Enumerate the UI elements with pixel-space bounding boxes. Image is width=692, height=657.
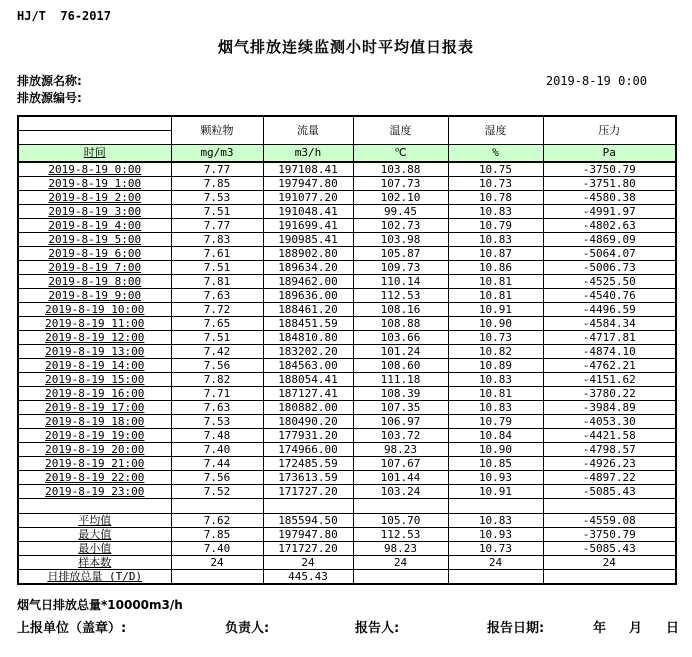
value-cell: -5085.43	[543, 542, 676, 556]
col-header-flow: 流量	[263, 116, 353, 145]
value-cell: 108.88	[353, 317, 448, 331]
summary-label: 平均值	[18, 514, 171, 528]
value-cell: 10.79	[448, 219, 543, 233]
summary-label: 最小值	[18, 542, 171, 556]
value-cell: 10.85	[448, 457, 543, 471]
value-cell: 7.48	[171, 429, 263, 443]
value-cell: 7.56	[171, 471, 263, 485]
value-cell: 10.83	[448, 373, 543, 387]
value-cell	[543, 570, 676, 585]
value-cell: 7.62	[171, 514, 263, 528]
value-cell: 107.67	[353, 457, 448, 471]
value-cell: 10.87	[448, 247, 543, 261]
reporting-unit-label: 上报单位（盖章）:	[17, 621, 127, 636]
time-cell: 2019-8-19 19:00	[18, 429, 171, 443]
value-cell: 7.65	[171, 317, 263, 331]
source-name-label: 排放源名称:	[17, 74, 82, 88]
time-cell: 2019-8-19 6:00	[18, 247, 171, 261]
value-cell: 102.73	[353, 219, 448, 233]
value-cell: -4053.30	[543, 415, 676, 429]
report-datetime: 2019-8-19 0:00	[545, 74, 647, 88]
value-cell: 98.23	[353, 443, 448, 457]
value-cell: 183202.20	[263, 345, 353, 359]
separator-section	[18, 499, 676, 514]
value-cell: 107.73	[353, 177, 448, 191]
value-cell: -4540.76	[543, 289, 676, 303]
value-cell: 7.52	[171, 485, 263, 499]
summary-rows	[18, 514, 676, 585]
value-cell: 7.44	[171, 457, 263, 471]
value-cell: 7.51	[171, 261, 263, 275]
value-cell: 10.84	[448, 429, 543, 443]
table-row	[18, 261, 676, 275]
summary-label: 日排放总量 (T/D)	[18, 570, 171, 585]
col-header-temperature: 温度	[353, 116, 448, 145]
value-cell: 10.89	[448, 359, 543, 373]
responsible-person-label: 负责人:	[225, 621, 270, 636]
value-cell: 99.45	[353, 205, 448, 219]
value-cell: 7.51	[171, 331, 263, 345]
value-cell: 190985.41	[263, 233, 353, 247]
time-cell: 2019-8-19 21:00	[18, 457, 171, 471]
value-cell: 7.61	[171, 247, 263, 261]
unit-pressure: Pa	[543, 145, 676, 163]
value-cell: 10.90	[448, 443, 543, 457]
value-cell: 7.56	[171, 359, 263, 373]
report-date-label: 报告日期:	[487, 621, 545, 636]
value-cell: 10.91	[448, 303, 543, 317]
value-cell: 110.14	[353, 275, 448, 289]
value-cell: 102.10	[353, 191, 448, 205]
separator-row	[18, 499, 676, 514]
table-row	[18, 415, 676, 429]
value-cell: 7.53	[171, 191, 263, 205]
value-cell: 108.60	[353, 359, 448, 373]
value-cell: 171727.20	[263, 485, 353, 499]
value-cell: 189634.20	[263, 261, 353, 275]
meta-section	[17, 73, 675, 107]
summary-row	[18, 542, 676, 556]
value-cell: 197947.80	[263, 177, 353, 191]
day-label: 日	[666, 621, 680, 636]
value-cell: 10.81	[448, 275, 543, 289]
value-cell: 191077.20	[263, 191, 353, 205]
time-cell: 2019-8-19 20:00	[18, 443, 171, 457]
value-cell: -4897.22	[543, 471, 676, 485]
table-row	[18, 317, 676, 331]
value-cell: 445.43	[263, 570, 353, 585]
value-cell: 188054.41	[263, 373, 353, 387]
total-emission-note: 烟气日排放总量*10000m3/h	[17, 598, 183, 612]
value-cell: 7.40	[171, 542, 263, 556]
value-cell: 24	[263, 556, 353, 570]
table-row	[18, 345, 676, 359]
value-cell: 7.72	[171, 303, 263, 317]
value-cell: 111.18	[353, 373, 448, 387]
table-row	[18, 429, 676, 443]
time-cell: 2019-8-19 22:00	[18, 471, 171, 485]
value-cell: 108.16	[353, 303, 448, 317]
summary-row	[18, 556, 676, 570]
table-row	[18, 331, 676, 345]
table-row	[18, 303, 676, 317]
value-cell: -4421.58	[543, 429, 676, 443]
table-row	[18, 485, 676, 499]
time-cell: 2019-8-19 10:00	[18, 303, 171, 317]
value-cell: -3751.80	[543, 177, 676, 191]
value-cell: 112.53	[353, 289, 448, 303]
value-cell: -4151.62	[543, 373, 676, 387]
value-cell: 10.79	[448, 415, 543, 429]
value-cell: 24	[171, 556, 263, 570]
table-row	[18, 359, 676, 373]
value-cell: 185594.50	[263, 514, 353, 528]
table-row	[18, 289, 676, 303]
table-row	[18, 387, 676, 401]
time-cell: 2019-8-19 17:00	[18, 401, 171, 415]
value-cell	[171, 570, 263, 585]
value-cell: -3780.22	[543, 387, 676, 401]
value-cell: 184810.80	[263, 331, 353, 345]
value-cell: 108.39	[353, 387, 448, 401]
value-cell: 10.83	[448, 233, 543, 247]
value-cell: 7.51	[171, 205, 263, 219]
value-cell: 174966.00	[263, 443, 353, 457]
value-cell: -4559.08	[543, 514, 676, 528]
time-cell: 2019-8-19 8:00	[18, 275, 171, 289]
value-cell: 7.77	[171, 219, 263, 233]
value-cell: 197108.41	[263, 162, 353, 177]
value-cell: 7.42	[171, 345, 263, 359]
value-cell: -5006.73	[543, 261, 676, 275]
standard-number: HJ/T 76-2017	[17, 9, 111, 23]
month-label: 月	[629, 621, 643, 636]
value-cell: 103.88	[353, 162, 448, 177]
value-cell: 197947.80	[263, 528, 353, 542]
value-cell: 10.91	[448, 485, 543, 499]
time-cell: 2019-8-19 4:00	[18, 219, 171, 233]
value-cell	[448, 570, 543, 585]
value-cell: 101.24	[353, 345, 448, 359]
value-cell: -3750.79	[543, 162, 676, 177]
value-cell: -4717.81	[543, 331, 676, 345]
unit-flow: m3/h	[263, 145, 353, 163]
source-code-label: 排放源编号:	[17, 91, 82, 105]
table-row	[18, 219, 676, 233]
value-cell: 10.86	[448, 261, 543, 275]
value-cell: -3984.89	[543, 401, 676, 415]
table-row	[18, 457, 676, 471]
value-cell: 188902.80	[263, 247, 353, 261]
value-cell: -4802.63	[543, 219, 676, 233]
time-cell: 2019-8-19 5:00	[18, 233, 171, 247]
page-title: 烟气排放连续监测小时平均值日报表	[217, 38, 474, 56]
hourly-report-table	[17, 115, 677, 585]
signature-line	[17, 617, 680, 636]
col-header-particulate: 颗粒物	[171, 116, 263, 145]
value-cell: 7.40	[171, 443, 263, 457]
value-cell: -4874.10	[543, 345, 676, 359]
col-header-humidity: 湿度	[448, 116, 543, 145]
value-cell: 103.72	[353, 429, 448, 443]
value-cell: 10.83	[448, 514, 543, 528]
time-cell: 2019-8-19 12:00	[18, 331, 171, 345]
value-cell: 10.73	[448, 331, 543, 345]
value-cell: 173613.59	[263, 471, 353, 485]
hourly-rows	[18, 162, 676, 499]
value-cell: -4525.50	[543, 275, 676, 289]
table-row	[18, 401, 676, 415]
value-cell: -4991.97	[543, 205, 676, 219]
value-cell: 191048.41	[263, 205, 353, 219]
table-row	[18, 443, 676, 457]
time-cell: 2019-8-19 3:00	[18, 205, 171, 219]
value-cell: 180882.00	[263, 401, 353, 415]
value-cell: -4798.57	[543, 443, 676, 457]
value-cell: 24	[353, 556, 448, 570]
value-cell: -4926.23	[543, 457, 676, 471]
time-cell: 2019-8-19 15:00	[18, 373, 171, 387]
value-cell: 10.93	[448, 471, 543, 485]
time-header: 时间	[18, 145, 171, 163]
value-cell: 10.81	[448, 289, 543, 303]
value-cell: 7.81	[171, 275, 263, 289]
value-cell: -5064.07	[543, 247, 676, 261]
unit-particulate: mg/m3	[171, 145, 263, 163]
value-cell: 184563.00	[263, 359, 353, 373]
value-cell	[353, 570, 448, 585]
value-cell: 191699.41	[263, 219, 353, 233]
summary-row	[18, 514, 676, 528]
table-row	[18, 177, 676, 191]
table-row	[18, 191, 676, 205]
value-cell: 180490.20	[263, 415, 353, 429]
value-cell: 107.35	[353, 401, 448, 415]
unit-temperature: ℃	[353, 145, 448, 163]
value-cell: 105.87	[353, 247, 448, 261]
header-row-top	[18, 116, 676, 131]
value-cell: 10.83	[448, 401, 543, 415]
table-row	[18, 275, 676, 289]
value-cell: 98.23	[353, 542, 448, 556]
value-cell: 10.83	[448, 205, 543, 219]
value-cell: 10.75	[448, 162, 543, 177]
time-cell: 2019-8-19 0:00	[18, 162, 171, 177]
value-cell: 177931.20	[263, 429, 353, 443]
unit-humidity: %	[448, 145, 543, 163]
time-cell: 2019-8-19 11:00	[18, 317, 171, 331]
value-cell: 188451.59	[263, 317, 353, 331]
value-cell: 10.81	[448, 387, 543, 401]
value-cell: 7.85	[171, 177, 263, 191]
value-cell: 24	[448, 556, 543, 570]
source-labels	[17, 73, 82, 107]
value-cell: 10.90	[448, 317, 543, 331]
time-cell: 2019-8-19 14:00	[18, 359, 171, 373]
value-cell: 10.78	[448, 191, 543, 205]
value-cell: -5085.43	[543, 485, 676, 499]
value-cell: 7.71	[171, 387, 263, 401]
value-cell: 10.93	[448, 528, 543, 542]
value-cell: 101.44	[353, 471, 448, 485]
value-cell: 171727.20	[263, 542, 353, 556]
year-label: 年	[593, 621, 607, 636]
time-cell: 2019-8-19 13:00	[18, 345, 171, 359]
table-row	[18, 471, 676, 485]
table-row	[18, 205, 676, 219]
unit-row	[18, 145, 676, 163]
reporter-label: 报告人:	[355, 621, 400, 636]
value-cell: 112.53	[353, 528, 448, 542]
value-cell: 7.85	[171, 528, 263, 542]
value-cell: 106.97	[353, 415, 448, 429]
value-cell: 109.73	[353, 261, 448, 275]
value-cell: -4869.09	[543, 233, 676, 247]
value-cell: 103.24	[353, 485, 448, 499]
value-cell: 7.63	[171, 401, 263, 415]
table-row	[18, 373, 676, 387]
value-cell: 10.73	[448, 542, 543, 556]
summary-label: 样本数	[18, 556, 171, 570]
time-cell: 2019-8-19 7:00	[18, 261, 171, 275]
value-cell: -4584.34	[543, 317, 676, 331]
value-cell: 7.77	[171, 162, 263, 177]
time-cell: 2019-8-19 18:00	[18, 415, 171, 429]
value-cell: 105.70	[353, 514, 448, 528]
value-cell: 7.83	[171, 233, 263, 247]
value-cell: 10.82	[448, 345, 543, 359]
header-empty-cell-bottom	[18, 131, 171, 145]
time-cell: 2019-8-19 23:00	[18, 485, 171, 499]
summary-label: 最大值	[18, 528, 171, 542]
value-cell: 24	[543, 556, 676, 570]
time-cell: 2019-8-19 1:00	[18, 177, 171, 191]
table-row	[18, 247, 676, 261]
value-cell: 103.66	[353, 331, 448, 345]
time-cell: 2019-8-19 9:00	[18, 289, 171, 303]
col-header-pressure: 压力	[543, 116, 676, 145]
value-cell: 188461.20	[263, 303, 353, 317]
time-cell: 2019-8-19 2:00	[18, 191, 171, 205]
value-cell: -4762.21	[543, 359, 676, 373]
summary-row	[18, 528, 676, 542]
value-cell: 189636.00	[263, 289, 353, 303]
value-cell: 189462.00	[263, 275, 353, 289]
table-row	[18, 233, 676, 247]
value-cell: 10.73	[448, 177, 543, 191]
table-row	[18, 162, 676, 177]
value-cell: 187127.41	[263, 387, 353, 401]
value-cell: 7.82	[171, 373, 263, 387]
value-cell: 172485.59	[263, 457, 353, 471]
value-cell: 7.53	[171, 415, 263, 429]
value-cell: 103.98	[353, 233, 448, 247]
value-cell: -3750.79	[543, 528, 676, 542]
header-empty-cell-top	[18, 116, 171, 131]
time-cell: 2019-8-19 16:00	[18, 387, 171, 401]
value-cell: 7.63	[171, 289, 263, 303]
value-cell: -4496.59	[543, 303, 676, 317]
value-cell: -4580.38	[543, 191, 676, 205]
table-header-rows	[18, 116, 676, 162]
summary-row	[18, 570, 676, 585]
